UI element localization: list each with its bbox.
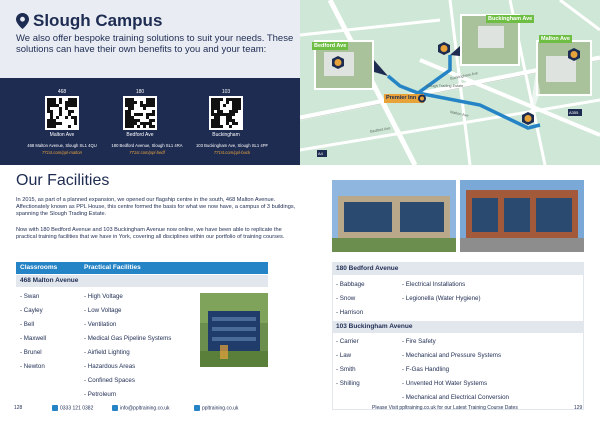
qr-code-icon [123,96,157,130]
site-address: 468 Malton Avenue, Slough SL1 4QU [27,143,97,148]
site-code: 103 [221,89,231,95]
page-number-right: 129 [574,405,583,411]
facilities-paragraph: Now with 180 Bedford Avenue and 103 Buckingham Avenue now online, we have been able to replicate the practical training facilities that we have in York, covering all disciplines within our portfolio of training courses. [16,227,285,240]
phone-icon [52,405,58,411]
facilities-paragraph: In 2015, as part of a planned expansion, we opened our flagship centre in the south, 468 Malton Avenue. Affectionately known as PPL House, this centre formed the basis for what we now have, a campus of 3 buildings, spanning the Slough Trading Estate. [16,197,296,217]
page-number-left: 128 [14,405,23,411]
campus-map [300,0,600,165]
col-classrooms: Classrooms [20,264,58,271]
list-item: - Legionella (Water Hygiene) [402,295,481,302]
list-item: - F-Gas Handling [402,366,449,373]
building-photos [332,180,584,252]
qr-code-icon [45,96,79,130]
list-item: - Law [336,352,351,359]
map-label-bedford: Bedford Ave [314,43,347,49]
list-item: - Newton [20,363,45,370]
list-item: - Snow [336,295,355,302]
email-icon [112,405,118,411]
list-item: - Hazardous Areas [84,363,135,370]
site-address: 103 Buckingham Ave, Slough SL1 4PF [195,143,269,148]
map-graphic [300,0,600,165]
site-name: Malton Ave [49,132,75,138]
map-road-label: Slough Trading Estate [426,84,464,88]
email-address: info@ppltraining.co.uk [120,405,170,412]
footer-email[interactable] [112,405,170,411]
list-item: - Swan [20,293,39,300]
website: ppltraining.co.uk [202,405,239,412]
site-link[interactable]: 771st.com/ppl-malton [41,150,83,155]
map-label-malton: Malton Ave [541,36,570,42]
section-title-bedford: 180 Bedford Avenue [336,265,399,272]
site-name: Buckingham [212,132,240,138]
building-photo [200,293,268,367]
site-bedford[interactable] [111,89,169,141]
list-item: - Bell [20,321,34,328]
footer-tagline: Please Visit ppltraining.co.uk for our Latest Training Course Dates [372,405,518,411]
site-code: 180 [135,89,145,95]
list-item: - Confined Spaces [84,377,135,384]
globe-icon [194,405,200,411]
site-malton[interactable] [33,89,91,141]
list-item: - Harrison [336,309,363,316]
list-item: - Shilling [336,380,360,387]
col-practical: Practical Facilities [84,264,141,271]
location-pin-icon [16,13,29,29]
site-link[interactable]: 771st.com/ppl-bedf [129,150,165,155]
list-item: - Airfield Lighting [84,349,130,356]
map-road-badge: A4 [318,151,323,156]
list-item: - Petroleum [84,391,116,398]
footer-web[interactable] [194,405,238,411]
qr-code-icon [209,96,243,130]
site-name: Bedford Ave [126,132,154,138]
phone-number: 0333 121 0382 [60,405,94,412]
site-code: 468 [57,89,67,95]
list-item: - Ventilation [84,321,116,328]
list-item: - Medical Gas Pipeline Systems [84,335,171,342]
map-road-label: Malton Ave [449,110,469,118]
intro-text: We also offer bespoke training solutions to suit your needs. These solutions can have their own benefits to you and your team: [16,33,294,55]
list-item: - Brunel [20,349,42,356]
list-item: - Low Voltage [84,307,122,314]
list-item: - Maxwell [20,335,46,342]
list-item: - High Voltage [84,293,123,300]
section-title-malton: 468 Malton Avenue [20,277,79,284]
map-label-premier-inn: Premier Inn [386,95,417,101]
campus-title: Slough Campus [33,11,163,30]
footer-phone[interactable] [52,405,93,411]
site-link[interactable]: 771st.com/ppl-buck [213,150,251,155]
list-item: - Unvented Hot Water Systems [402,380,487,387]
map-label-buckingham: Buckingham Ave [488,16,533,22]
map-road-badge: A355 [569,110,579,115]
page-title [16,11,162,31]
list-item: - Smith [336,366,356,373]
map-road-label: Buckingham Ave [449,71,479,81]
map-road-label: Bedford Ave [369,126,391,134]
facilities-title: Our Facilities [16,172,110,189]
list-item: - Carrier [336,338,359,345]
list-item: - Babbage [336,281,365,288]
list-item: - Mechanical and Pressure Systems [402,352,501,359]
list-item: - Cayley [20,307,43,314]
list-item: - Mechanical and Electrical Conversion [402,394,509,401]
site-address: 180 Bedford Avenue, Slough SL1 4RA [111,143,183,148]
list-item: - Fire Safety [402,338,436,345]
site-buckingham[interactable] [197,89,255,141]
list-item: - Electrical Installations [402,281,465,288]
section-title-buckingham: 103 Buckingham Avenue [336,323,413,330]
